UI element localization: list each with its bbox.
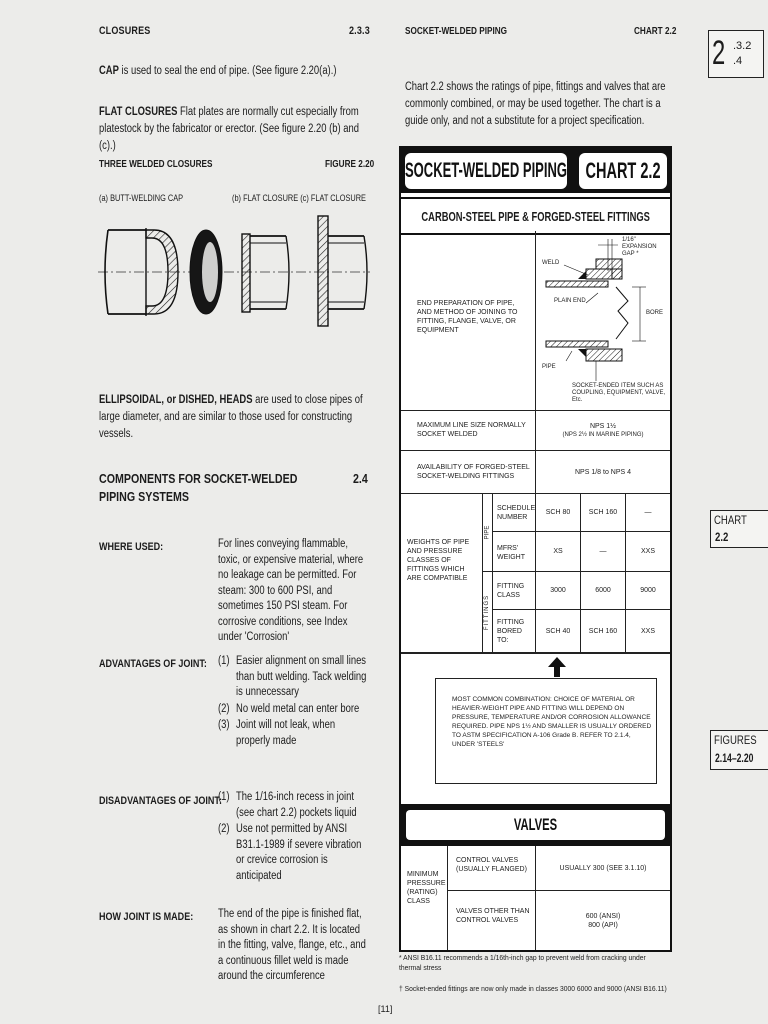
advantage-item: (1) Easier alignment on small lines than butt welding. Tack welding is unnecessary (218, 655, 367, 698)
components-title-line1: COMPONENTS FOR SOCKET-WELDED (99, 471, 298, 486)
advantage-item: (2) No weld metal can enter bore (218, 702, 360, 715)
control-valves-label-cell: CONTROL VALVES (USUALLY FLANGED) (448, 846, 536, 891)
max-line-value2: (NPS 2½ IN MARINE PIPING) (562, 431, 644, 438)
other-valves-label-cell: VALVES OTHER THAN CONTROL VALVES (448, 891, 536, 950)
ellipsoidal-text: are used to close pipes of large diameter, and are similar to those used for constructing vessels. (99, 394, 363, 440)
advantage-item: (3) Joint will not leak, when properly made (218, 719, 336, 747)
ellipsoidal-term: ELLIPSOIDAL, or DISHED, HEADS (99, 394, 253, 406)
schedule-value: — (626, 494, 670, 532)
chart-tab-label: CHART (714, 513, 747, 527)
schedule-label-cell: SCHEDULE NUMBER (493, 494, 536, 532)
valves-title: VALVES (513, 815, 558, 834)
fitting-class-label-cell: FITTING CLASS (493, 572, 536, 610)
disadvantage-item: (1) The 1/16-inch recess in joint (see chart 2.2) pockets liquid (218, 791, 357, 819)
fitting-bored-value: SCH 160 (581, 610, 626, 654)
figure-label-bc: (b) FLAT CLOSURE (c) FLAT CLOSURE (232, 193, 366, 203)
fittings-side-cell (483, 572, 493, 654)
disadvantage-item: (2) Use not permitted by ANSI B31.1-1989 if severe vibration or crevice corrosion is anticipated (218, 823, 362, 882)
where-used-label: WHERE USED: (99, 541, 164, 553)
valves-title-box (406, 810, 665, 840)
fitting-class-value: 3000 (536, 572, 581, 610)
figure-title: THREE WELDED CLOSURES (99, 159, 213, 170)
footnote-1: * ANSI B16.11 recommends a 1/16th-inch gap to prevent weld from cracking under thermal stress (399, 953, 646, 972)
pipe-label: PIPE (542, 364, 556, 370)
how-made-text: The end of the pipe is finished flat, as shown in chart 2.2. It is located in the fitting, valve, flange, etc., and a continuous fillet weld is made around the circumference (218, 908, 366, 982)
schedule-value: SCH 160 (581, 494, 626, 532)
closures-figure (96, 210, 372, 335)
cap-paragraph (99, 63, 370, 80)
expansion-gap-label: 1/16" EXPANSION GAP * (622, 237, 657, 257)
other-valves-value2: 800 (API) (588, 921, 618, 929)
other-valves-value-cell (536, 891, 670, 950)
up-arrow-icon (547, 656, 567, 678)
components-number: 2.4 (353, 471, 368, 486)
flat-closure-c2-drawing (318, 216, 367, 326)
right-header-title: SOCKET-WELDED PIPING (405, 26, 508, 37)
max-line-value-cell (536, 411, 670, 451)
figures-tab-number: 2.14–2.20 (715, 751, 754, 765)
max-line-value1: NPS 1½ (589, 422, 617, 430)
figure-number: FIGURE 2.20 (325, 159, 375, 170)
page-number: [11] (378, 1004, 393, 1014)
end-prep-label: END PREPARATION OF PIPE, AND METHOD OF JOINING TO FITTING, FLANGE, VALVE, OR EQUIPMENT (417, 300, 518, 334)
end-prep-label-cell (401, 231, 536, 411)
chart-subtitle: CARBON-STEEL PIPE & FORGED-STEEL FITTINGS (421, 208, 650, 224)
section-tab-number: 2 (712, 34, 726, 72)
bore-label: BORE (646, 310, 664, 316)
control-valves-value: USUALLY 300 (SEE 3.1.10) (536, 846, 670, 891)
section-tab[interactable] (708, 30, 764, 78)
chart-subtitle-wrap (401, 197, 670, 235)
mfrs-value: XS (536, 532, 581, 572)
min-class-cell (401, 846, 448, 950)
chart-tab-number: 2.2 (715, 530, 729, 544)
flat-closure-c1-drawing (242, 234, 289, 312)
min-class-label: MINIMUM PRESSURE (RATING) CLASS (407, 871, 446, 905)
section-tab-sub: .3.2 .4 (733, 40, 752, 67)
ellipsoidal-paragraph (99, 392, 370, 443)
fitting-bored-value: XXS (626, 610, 670, 654)
weld-label: WELD (542, 260, 560, 266)
pipe-side-label: PIPE (484, 525, 490, 540)
availability-label-cell (401, 451, 536, 494)
footnote-2: † Socket-ended fittings are now only made in classes 3000 6000 and 9000 (ANSI B16.11) (399, 984, 667, 993)
note-text: MOST COMMON COMBINATION: CHOICE OF MATERIAL OR HEAVIER-WEIGHT PIPE AND FITTING WILL DEPEND ON PRESSURE, TEMPERATURE AND/OR CORROSION ALLOWANCE REQUIRED. PIPE NPS 1½ AND SMALLER IS USUALLY ORDERED TO ASTM SPECIFICATION A-106 Grade B. REFER TO 2.1.4, UNDER 'STEELS' (452, 696, 652, 748)
flat-closures-text: Flat plates are normally cut especially from platestock by the fabricator or erector. (See figure 2.20 (b) and (c).) (99, 106, 359, 152)
mfrs-value: — (581, 532, 626, 572)
diagram-cell (536, 231, 670, 411)
fitting-bored-value: SCH 40 (536, 610, 581, 654)
right-header-chart: CHART 2.2 (634, 26, 677, 37)
components-title (99, 470, 297, 506)
max-line-label: MAXIMUM LINE SIZE NORMALLY SOCKET WELDED (417, 422, 526, 438)
flat-closures-paragraph (99, 104, 370, 155)
components-title-line2: PIPING SYSTEMS (99, 489, 190, 504)
mfrs-value: XXS (626, 532, 670, 572)
availability-value: NPS 1/8 to NPS 4 (536, 451, 670, 494)
note-box (435, 678, 657, 784)
fitting-class-value: 6000 (581, 572, 626, 610)
left-header-number: 2.3.3 (349, 25, 370, 37)
availability-label: AVAILABILITY OF FORGED-STEEL SOCKET-WELDING FITTINGS (417, 464, 530, 480)
figures-tab-label: FIGURES (714, 733, 757, 747)
advantages-list (218, 654, 370, 749)
where-used-text: For lines conveying flammable, toxic, or expensive material, where no leakage can be permitted. For steam: 300 to 600 PSI, and sometimes 150 PSI steam. For corrosive conditions, see Index under 'Corrosion' (218, 538, 364, 643)
intro-paragraph: Chart 2.2 shows the ratings of pipe, fittings and valves that are commonly combined, or may be used together. The chart is a guide only, and not a substitute for a project specification. (405, 81, 666, 127)
weights-label: WEIGHTS OF PIPE AND PRESSURE CLASSES OF FITTINGS WHICH ARE COMPATIBLE (407, 539, 470, 582)
max-line-label-cell (401, 411, 536, 451)
disadvantages-list (218, 790, 370, 884)
fitting-bored-label-cell: FITTING BORED TO: (493, 610, 536, 654)
cap-text: is used to seal the end of pipe. (See figure 2.20(a).) (121, 65, 337, 77)
figure-label-a: (a) BUTT-WELDING CAP (99, 193, 184, 203)
flat-closures-term: FLAT CLOSURES (99, 106, 178, 118)
weights-label-cell (401, 494, 483, 654)
socket-item-label: SOCKET-ENDED ITEM SUCH AS COUPLING, EQUIPMENT, VALVE, Etc. (572, 383, 666, 403)
disadvantages-label: DISADVANTAGES OF JOINT: (99, 795, 222, 807)
how-made-label: HOW JOINT IS MADE: (99, 911, 194, 923)
figures-tab[interactable] (710, 730, 768, 770)
plain-end-label: PLAIN END (554, 298, 586, 304)
cap-term: CAP (99, 65, 119, 77)
pipe-side-cell (483, 494, 493, 572)
flat-closure-b-drawing (190, 230, 222, 314)
mfrs-label-cell: MFRS' WEIGHT (493, 532, 536, 572)
chart-tab[interactable] (710, 510, 768, 548)
chart-title-left: SOCKET-WELDED PIPING (405, 153, 567, 189)
left-header-title: CLOSURES (99, 25, 151, 37)
fitting-class-value: 9000 (626, 572, 670, 610)
schedule-value: SCH 80 (536, 494, 581, 532)
other-valves-value1: 600 (ANSI) (585, 912, 621, 920)
fittings-side-label: FITTINGS (484, 594, 490, 630)
chart-title-right: CHART 2.2 (579, 153, 667, 189)
advantages-label: ADVANTAGES OF JOINT: (99, 658, 207, 670)
socket-welded-chart (399, 146, 672, 952)
